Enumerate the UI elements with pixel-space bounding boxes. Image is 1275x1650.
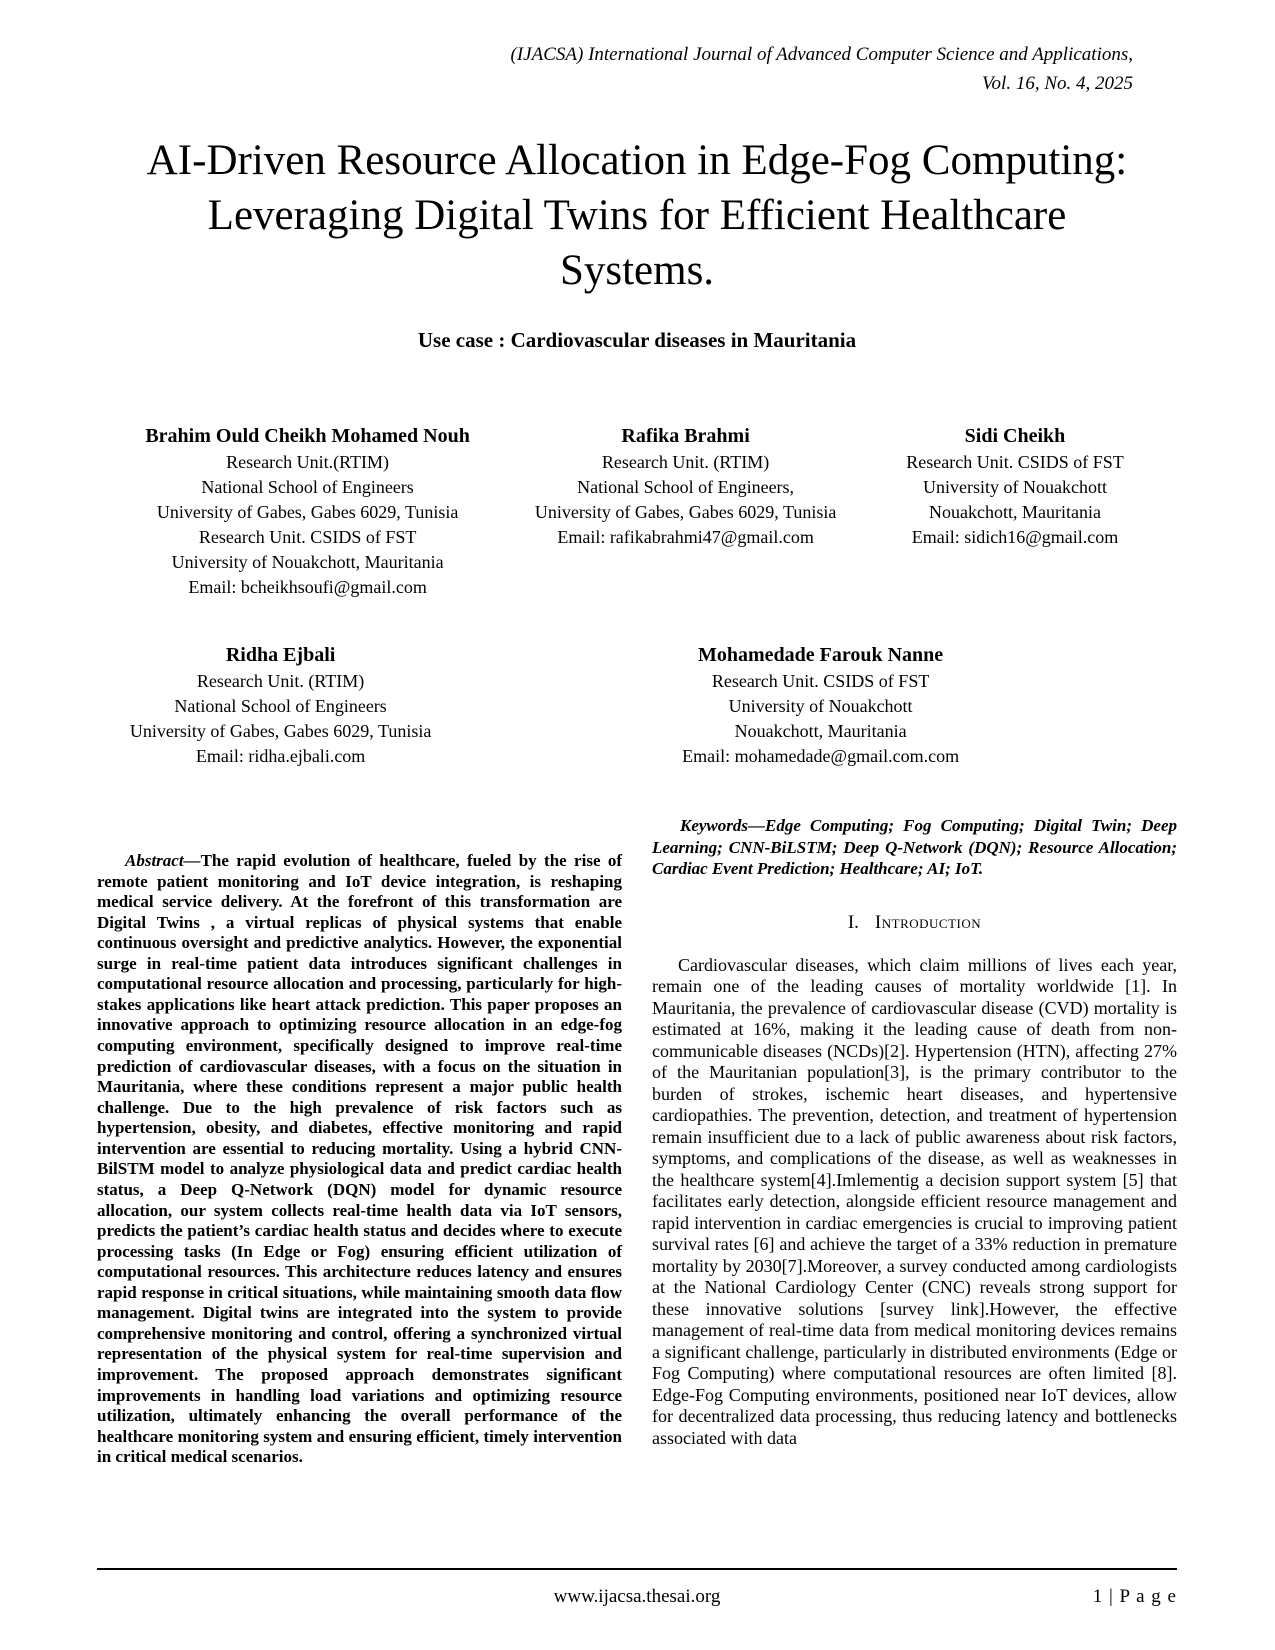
affiliation-line: Nouakchott, Mauritania <box>929 501 1101 522</box>
journal-name: (IJACSA) International Journal of Advanced Computer Science and Applications, <box>510 44 1133 65</box>
two-column-body <box>97 815 1177 1468</box>
keywords-paragraph <box>652 815 1177 880</box>
author-name: Mohamedade Farouk Nanne <box>697 643 944 666</box>
author-block <box>853 423 1177 600</box>
paper-subtitle: Use case : Cardiovascular diseases in Mauritania <box>417 327 857 352</box>
author-affiliation <box>97 669 464 769</box>
footer-page-number: 1 | P a g e <box>1092 1586 1177 1607</box>
affiliation-line: Research Unit. CSIDS of FST <box>906 451 1124 472</box>
affiliation-line: Nouakchott, Mauritania <box>734 720 907 741</box>
journal-header <box>97 0 1177 99</box>
right-column <box>652 815 1177 1468</box>
author-name: Brahim Ould Cheikh Mohamed Nouh <box>145 424 470 447</box>
affiliation-line: University of Nouakchott <box>728 695 913 716</box>
abstract-paragraph <box>97 851 622 1468</box>
left-column <box>97 815 622 1468</box>
author-block <box>464 642 1177 769</box>
affiliation-line: Research Unit. CSIDS of FST <box>198 526 417 547</box>
affiliation-line: University of Gabes, Gabes 6029, Tunisia <box>129 720 432 741</box>
affiliation-line: National School of Engineers <box>201 476 414 497</box>
journal-volume: Vol. 16, No. 4, 2025 <box>982 73 1133 95</box>
author-name: Rafika Brahmi <box>621 424 750 447</box>
affiliation-line: University of Gabes, Gabes 6029, Tunisia <box>156 501 459 522</box>
author-affiliation <box>853 450 1177 550</box>
author-affiliation <box>464 669 1177 769</box>
affiliation-line: Email: mohamedade@gmail.com.com <box>682 745 960 766</box>
affiliation-line: National School of Engineers <box>174 695 387 716</box>
author-block <box>97 642 464 769</box>
affiliation-line: Research Unit. (RTIM) <box>196 670 365 691</box>
footer-rule <box>97 1568 1177 1570</box>
affiliation-line: Research Unit. (RTIM) <box>601 451 770 472</box>
page-footer <box>97 1568 1177 1608</box>
affiliation-line: National School of Engineers, <box>577 476 795 497</box>
keywords-text: Edge Computing; Fog Computing; Digital Twin; Deep Learning; CNN-BiLSTM; Deep Q-Network (DQN); Resource Allocation; Cardiac Event Prediction; Healthcare; AI; IoT. <box>652 815 1177 879</box>
footer-row <box>97 1586 1177 1608</box>
footer-journal-url: www.ijacsa.thesai.org <box>553 1586 721 1607</box>
affiliation-line: Email: bcheikhsoufi@gmail.com <box>188 576 427 597</box>
affiliation-line: Research Unit.(RTIM) <box>226 451 390 472</box>
author-name: Sidi Cheikh <box>964 424 1066 447</box>
keywords-label: Keywords— <box>680 815 765 835</box>
introduction-paragraph: Cardiovascular diseases, which claim millions of lives each year, remain one of the leading causes of mortality worldwide [1]. In Mauritania, the prevalence of cardiovascular disease (CVD) mortality is estimated at 16%, making it the leading cause of death from non-communicable diseases (NCDs)[2]. Hypertension (HTN), affecting 27% of the Mauritanian population[3], is the primary contributor to the burden of strokes, ischemic heart diseases, and hypertensive cardiopathies. The prevention, detection, and treatment of hypertension remain insufficient due to a lack of public awareness about risk factors, symptoms, and complications of the disease, as well as weaknesses in the healthcare system[4].Imlementig a decision support system [5] that facilitates early detection, alongside efficient resource management and rapid intervention in cardiac emergencies is crucial to improving patient survival rates [6] and achieve the target of a 33% reduction in premature mortality by 2030[7].Moreover, a survey conducted among cardiologists at the National Cardiology Center (CNC) reveals strong support for these innovative solutions [survey link].However, the effective management of real-time data from medical monitoring devices remains a significant challenge, particularly in distributed environments (Edge or Fog Computing) where computational resources are often limited [8]. Edge-Fog Computing environments, positioned near IoT devices, allow for decentralized data processing, thus reducing latency and bottlenecks associated with data <box>652 954 1177 1448</box>
paper-title: AI-Driven Resource Allocation in Edge-Fog Computing: Leveraging Digital Twins for Efficient Healthcare Systems. <box>146 136 1128 294</box>
affiliation-line: University of Nouakchott, Mauritania <box>171 551 444 572</box>
affiliation-line: University of Gabes, Gabes 6029, Tunisia <box>534 501 837 522</box>
authors-row-1 <box>97 423 1177 600</box>
abstract-text: The rapid evolution of healthcare, fueled by the rise of remote patient monitoring and IoT device integration, is reshaping medical service delivery. At the forefront of this transformation are Digital Twins , a virtual replicas of physical systems that enable continuous oversight and predictive analytics. However, the exponential surge in real-time patient data introduces significant challenges in computational resource allocation and processing, particularly for high-stakes applications like heart attack prediction. This paper proposes an innovative approach to optimizing resource allocation in an edge-fog computing environment, specifically designed to improve real-time prediction of cardiovascular diseases, with a focus on the situation in Mauritania, where these conditions represent a major public health challenge. Due to the high prevalence of risk factors such as hypertension, obesity, and diabetes, effective monitoring and rapid intervention are essential to reducing mortality. Using a hybrid CNN-BilSTM model to analyze physiological data and predict cardiac health status, a Deep Q-Network (DQN) model for dynamic resource allocation, our system collects real-time health data via IoT sensors, predicts the patient’s cardiac health status and decides where to execute processing tasks (In Edge or Fog) ensuring efficient utilization of computational resources. This architecture reduces latency and ensures rapid response in critical situations, while maintaining smooth data flow management. Digital twins are integrated into the system to provide comprehensive monitoring and control, offering a synchronized virtual representation of the physical system for real-time supervision and improvement. The proposed approach demonstrates significant improvements in handling load variations and optimizing resource utilization, ultimately enhancing the overall performance of the healthcare monitoring system and ensuring efficient, timely intervention in critical medical scenarios. <box>97 850 622 1467</box>
affiliation-line: Email: sidich16@gmail.com <box>911 526 1119 547</box>
affiliation-line: Email: ridha.ejbali.com <box>195 745 366 766</box>
authors-row-2 <box>97 642 1177 769</box>
abstract-label: Abstract— <box>125 850 201 870</box>
section-heading-introduction <box>652 912 1177 934</box>
affiliation-line: University of Nouakchott <box>923 476 1107 497</box>
author-affiliation <box>97 450 518 600</box>
section-number: I. <box>847 911 859 933</box>
author-block <box>518 423 853 600</box>
author-name: Ridha Ejbali <box>225 643 336 666</box>
author-affiliation <box>518 450 853 550</box>
affiliation-line: Email: rafikabrahmi47@gmail.com <box>557 526 814 547</box>
author-block <box>97 423 518 600</box>
affiliation-line: Research Unit. CSIDS of FST <box>711 670 930 691</box>
section-title: Introduction <box>874 911 982 933</box>
